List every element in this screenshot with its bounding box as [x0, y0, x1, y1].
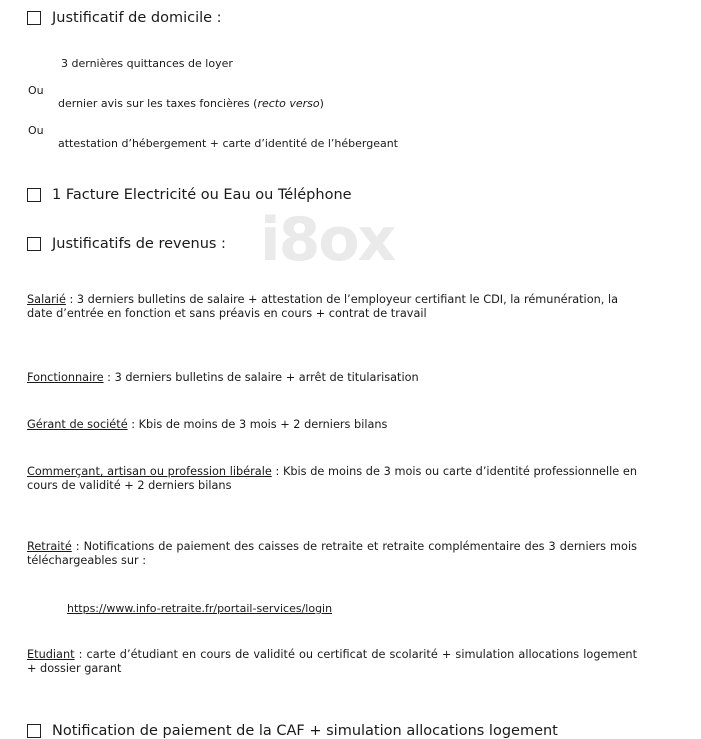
fonctionnaire-text: : 3 derniers bulletins de salaire + arrêt de titularisation — [103, 371, 419, 384]
checkbox-icon[interactable] — [27, 11, 41, 25]
recto-verso-text: recto verso — [257, 97, 320, 110]
checkbox-icon[interactable] — [27, 237, 41, 251]
domicile-line-1: 3 dernières quittances de loyer — [61, 57, 233, 70]
retraite-paragraph — [27, 540, 637, 568]
salarie-text: : 3 derniers bulletins de salaire + attestation de l’employeur certifiant le CDI, la rémunération, la date d’entrée en fonction et sans préavis en cours + contrat de travail — [27, 293, 619, 320]
domicile-line-2 — [58, 97, 698, 110]
fonctionnaire-paragraph — [27, 371, 637, 385]
ou-label-2: Ou — [28, 124, 44, 137]
salarie-label: Salarié — [27, 293, 66, 306]
retraite-label: Retraité — [27, 540, 72, 553]
domicile-line-2-text: dernier avis sur les taxes foncières ( — [58, 97, 258, 110]
etudiant-text: : carte d’étudiant en cours de validité ou certificat de scolarité + simulation allocations logement + dossier garant — [27, 648, 637, 675]
checkbox-caf[interactable] — [27, 723, 667, 739]
domicile-line-3: attestation d’hébergement + carte d’identité de l’hébergeant — [58, 137, 398, 150]
checkbox-domicile[interactable] — [27, 10, 667, 26]
commercant-paragraph — [27, 465, 637, 493]
fonctionnaire-label: Fonctionnaire — [27, 371, 104, 384]
checkbox-icon[interactable] — [27, 188, 41, 202]
commercant-text: : Kbis de moins de 3 mois ou carte d’identité professionnelle en cours de validité + 2 derniers bilans — [27, 465, 637, 492]
gerant-text: : Kbis de moins de 3 mois + 2 derniers bilans — [127, 418, 388, 431]
etudiant-paragraph — [27, 648, 637, 676]
etudiant-label: Etudiant — [27, 648, 75, 661]
gerant-label: Gérant de société — [27, 418, 128, 431]
ou-label-1: Ou — [28, 84, 44, 97]
caf-title: Notification de paiement de la CAF + simulation allocations logement — [52, 723, 558, 739]
domicile-title: Justificatif de domicile : — [52, 10, 222, 26]
revenus-title: Justificatifs de revenus : — [52, 236, 226, 252]
domicile-line-2-close: ) — [319, 97, 324, 110]
checkbox-icon[interactable] — [27, 724, 41, 738]
commercant-label: Commerçant, artisan ou profession libérale — [27, 465, 272, 478]
salarie-paragraph — [27, 293, 637, 321]
checkbox-facture[interactable] — [27, 187, 667, 203]
checkbox-revenus[interactable] — [27, 236, 667, 252]
retraite-text: : Notifications de paiement des caisses de retraite et retraite complémentaire des 3 derniers mois téléchargeables sur : — [27, 540, 637, 567]
facture-title: 1 Facture Electricité ou Eau ou Téléphone — [52, 187, 352, 203]
info-retraite-link[interactable]: https://www.info-retraite.fr/portail-services/login — [67, 602, 333, 615]
watermark: i8ox — [260, 205, 395, 275]
gerant-paragraph — [27, 418, 637, 432]
